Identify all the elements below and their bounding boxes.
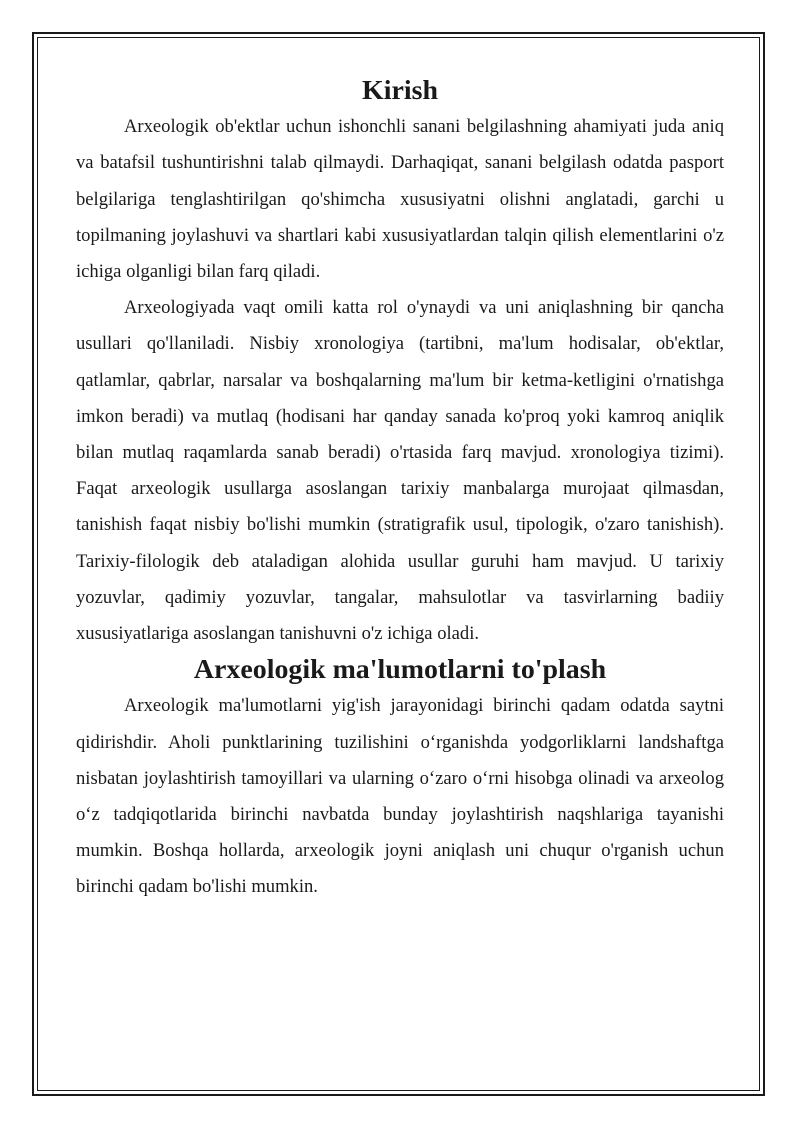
document-body xyxy=(76,73,724,906)
section-heading-kirish: Kirish xyxy=(362,75,438,106)
section-heading-data-collection: Arxeologik ma'lumotlarni to'plash xyxy=(193,654,607,686)
paragraph-intro-1: Arxeologik ob'ektlar uchun ishonchli sanani belgilashning ahamiyati juda aniq va batafsil tushuntirishni talab qilmaydi. Darhaqiqat, sanani belgilash odatda pasport belgilariga tenglashtirilgan qo'shimcha xususiyatni olishni anglatadi, garchi u topilmaning joylashuvi va shartlari kabi xususiyatlardan talqin qilish elementlarini o'z ichiga olganligi bilan farq qiladi. xyxy=(76,116,724,283)
paragraph-data-collection-1: Arxeologik ma'lumotlarni yig'ish jarayonidagi birinchi qadam odatda saytni qidirishdir. Aholi punktlarining tuzilishini o‘rganishda yodgorliklarni landshaftga nisbatan joylashtirish tamoyillari va ularning o‘zaro o‘rni hisobga olinadi va arxeolog o‘z tadqiqotlarida birinchi navbatda bunday joylashtirish naqshlariga tayanishi mumkin. Boshqa hollarda, arxeologik joyni aniqlash uni chuqur o'rganish uchun birinchi qadam bo'lishi mumkin. xyxy=(76,695,724,898)
paragraph-intro-2: Arxeologiyada vaqt omili katta rol o'ynaydi va uni aniqlashning bir qancha usullari qo'llaniladi. Nisbiy xronologiya (tartibni, ma'lum hodisalar, ob'ektlar, qatlamlar, qabrlar, narsalar va boshqalarning ma'lum bir ketma-ketligini o'rnatishga imkon beradi) va mutlaq (hodisani har qanday sanada ko'proq yoki kamroq aniqlik bilan mutlaq raqamlarda sanab beradi) o'rtasida farq mavjud. xronologiya tizimi). Faqat arxeologik usullarga asoslangan tarixiy manbalarga murojaat qilmasdan, tanishish faqat nisbiy bo'lishi mumkin (stratigrafik usul, tipologik, o'zaro tanishish). Tarixiy-filologik deb ataladigan alohida usullar guruhi ham mavjud. U tarixiy yozuvlar, qadimiy yozuvlar, tangalar, mahsulotlar va tasvirlarning badiiy xususiyatlariga asoslangan tanishuvni o'z ichiga oladi. xyxy=(76,297,724,645)
